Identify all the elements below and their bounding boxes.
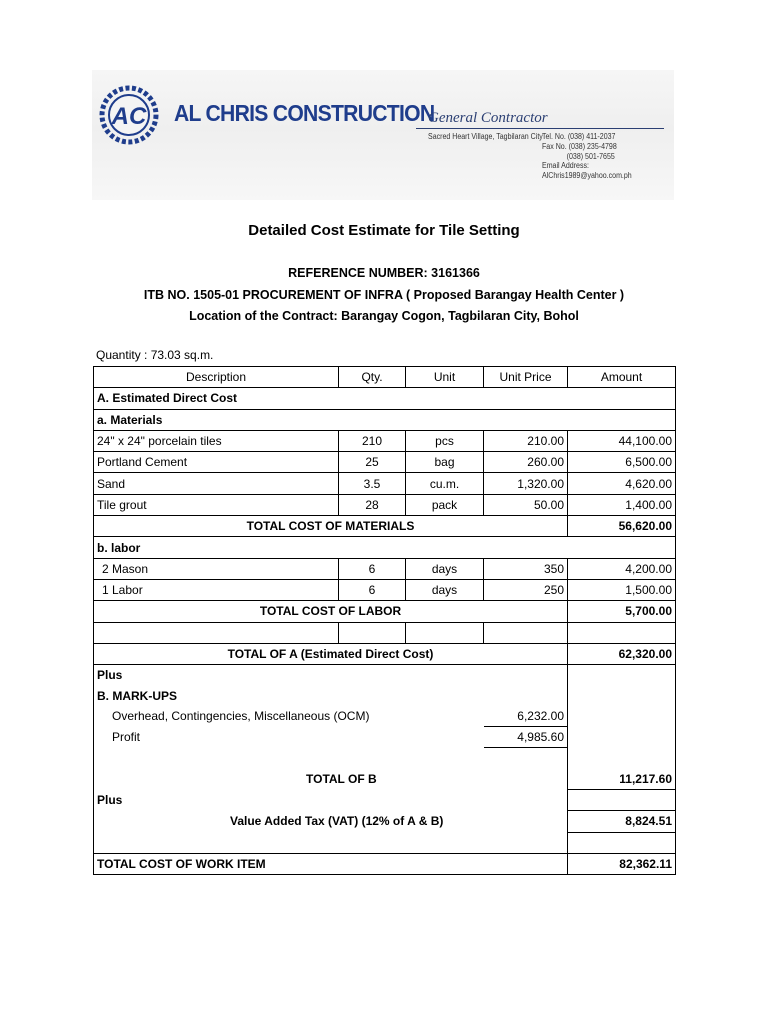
header-amount: Amount [568, 367, 676, 388]
ocm-value: 6,232.00 [484, 706, 568, 727]
table-header-row [94, 367, 676, 388]
item-amount: 1,500.00 [568, 579, 676, 600]
empty-cell [568, 789, 676, 810]
section-row [94, 537, 676, 558]
header-description: Description [94, 367, 339, 388]
markup-row [94, 727, 676, 748]
item-description: 24" x 24" porcelain tiles [94, 430, 339, 451]
empty-cell [568, 685, 676, 705]
company-address: Sacred Heart Village, Tagbilaran City [428, 132, 543, 141]
item-unit-price: 50.00 [484, 494, 568, 515]
cost-estimate-table [93, 366, 676, 875]
empty-cell [94, 832, 568, 853]
quantity: Quantity : 73.03 sq.m. [96, 348, 214, 362]
total-b-amount: 11,217.60 [568, 769, 676, 790]
item-unit: pcs [406, 430, 484, 451]
item-qty: 28 [339, 494, 406, 515]
empty-cell [568, 622, 676, 643]
empty-cell [568, 748, 676, 769]
tel-number: Tel. No. (038) 411-2037 [542, 132, 616, 141]
plus-row [94, 665, 676, 686]
item-unit: bag [406, 452, 484, 473]
item-unit: days [406, 579, 484, 600]
item-amount: 44,100.00 [568, 430, 676, 451]
item-unit-price: 1,320.00 [484, 473, 568, 494]
profit-value: 4,985.60 [484, 727, 568, 748]
svg-text:AC: AC [111, 103, 147, 130]
total-materials-label: TOTAL COST OF MATERIALS [94, 516, 568, 537]
item-unit-price: 210.00 [484, 430, 568, 451]
item-description: Portland Cement [94, 452, 339, 473]
empty-cell [484, 622, 568, 643]
company-logo [98, 82, 160, 148]
subtotal-row [94, 516, 676, 537]
total-row [94, 769, 676, 790]
empty-cell [339, 622, 406, 643]
empty-cell [568, 727, 676, 748]
empty-cell [568, 665, 676, 686]
empty-cell [568, 832, 676, 853]
total-labor-label: TOTAL COST OF LABOR [94, 601, 568, 622]
labor-label: b. labor [94, 537, 676, 558]
item-qty: 25 [339, 452, 406, 473]
item-unit: cu.m. [406, 473, 484, 494]
document-title: Detailed Cost Estimate for Tile Setting [248, 222, 520, 239]
company-contact [542, 132, 632, 181]
table-row [94, 494, 676, 515]
item-unit: days [406, 558, 484, 579]
email-label: Email Address: [542, 161, 589, 171]
total-row [94, 643, 676, 664]
empty-cell [94, 748, 568, 769]
table-row [94, 579, 676, 600]
item-description: 1 Labor [94, 579, 339, 600]
vat-row [94, 811, 676, 832]
company-subtitle: General Contractor [428, 110, 548, 126]
markups-label: B. MARK-UPS [94, 685, 568, 705]
grand-total-amount: 82,362.11 [568, 853, 676, 874]
item-unit: pack [406, 494, 484, 515]
letterhead-divider [416, 128, 664, 129]
spacer-row [94, 748, 676, 769]
contract-location: Location of the Contract: Barangay Cogon, Tagbilaran City, Bohol [189, 309, 579, 323]
spacer-row [94, 832, 676, 853]
table-row [94, 558, 676, 579]
grand-total-row [94, 853, 676, 874]
item-unit-price: 260.00 [484, 452, 568, 473]
item-description: Tile grout [94, 494, 339, 515]
section-row [94, 388, 676, 409]
vat-label: Value Added Tax (VAT) (12% of A & B) [94, 811, 568, 832]
item-amount: 4,620.00 [568, 473, 676, 494]
empty-cell [94, 622, 339, 643]
total-a-amount: 62,320.00 [568, 643, 676, 664]
item-description: 2 Mason [94, 558, 339, 579]
phone-number: (038) 501-7655 [566, 151, 615, 161]
item-qty: 210 [339, 430, 406, 451]
item-amount: 1,400.00 [568, 494, 676, 515]
company-name: AL CHRIS CONSTRUCTION [174, 100, 435, 126]
subtotal-row [94, 601, 676, 622]
item-unit-price: 250 [484, 579, 568, 600]
profit-label: Profit [94, 727, 484, 748]
grand-total-label: TOTAL COST OF WORK ITEM [94, 853, 568, 874]
plus-row [94, 789, 676, 810]
ocm-label: Overhead, Contingencies, Miscellaneous (OCM) [94, 706, 484, 727]
plus-label: Plus [94, 665, 568, 686]
header-unit: Unit [406, 367, 484, 388]
vat-amount: 8,824.51 [568, 811, 676, 832]
reference-number: REFERENCE NUMBER: 3161366 [288, 266, 480, 280]
header-qty: Qty. [339, 367, 406, 388]
email-address: AlChris1989@yahoo.com.ph [542, 171, 632, 181]
markup-row [94, 706, 676, 727]
total-a-label: TOTAL OF A (Estimated Direct Cost) [94, 643, 568, 664]
item-unit-price: 350 [484, 558, 568, 579]
materials-label: a. Materials [94, 409, 676, 430]
itb-number: ITB NO. 1505-01 PROCUREMENT OF INFRA ( Proposed Barangay Health Center ) [143, 288, 625, 302]
item-amount: 6,500.00 [568, 452, 676, 473]
total-b-label: TOTAL OF B [94, 769, 568, 790]
total-materials-amount: 56,620.00 [568, 516, 676, 537]
header-unit-price: Unit Price [484, 367, 568, 388]
empty-cell [406, 622, 484, 643]
item-amount: 4,200.00 [568, 558, 676, 579]
item-description: Sand [94, 473, 339, 494]
plus-label: Plus [94, 789, 568, 810]
item-qty: 6 [339, 579, 406, 600]
item-qty: 6 [339, 558, 406, 579]
item-qty: 3.5 [339, 473, 406, 494]
empty-cell [568, 706, 676, 727]
table-row [94, 430, 676, 451]
section-row [94, 685, 676, 705]
section-row [94, 409, 676, 430]
fax-number: Fax No. (038) 235-4798 [542, 141, 617, 151]
empty-row [94, 622, 676, 643]
table-row [94, 452, 676, 473]
total-labor-amount: 5,700.00 [568, 601, 676, 622]
table-row [94, 473, 676, 494]
section-a-label: A. Estimated Direct Cost [94, 388, 676, 409]
